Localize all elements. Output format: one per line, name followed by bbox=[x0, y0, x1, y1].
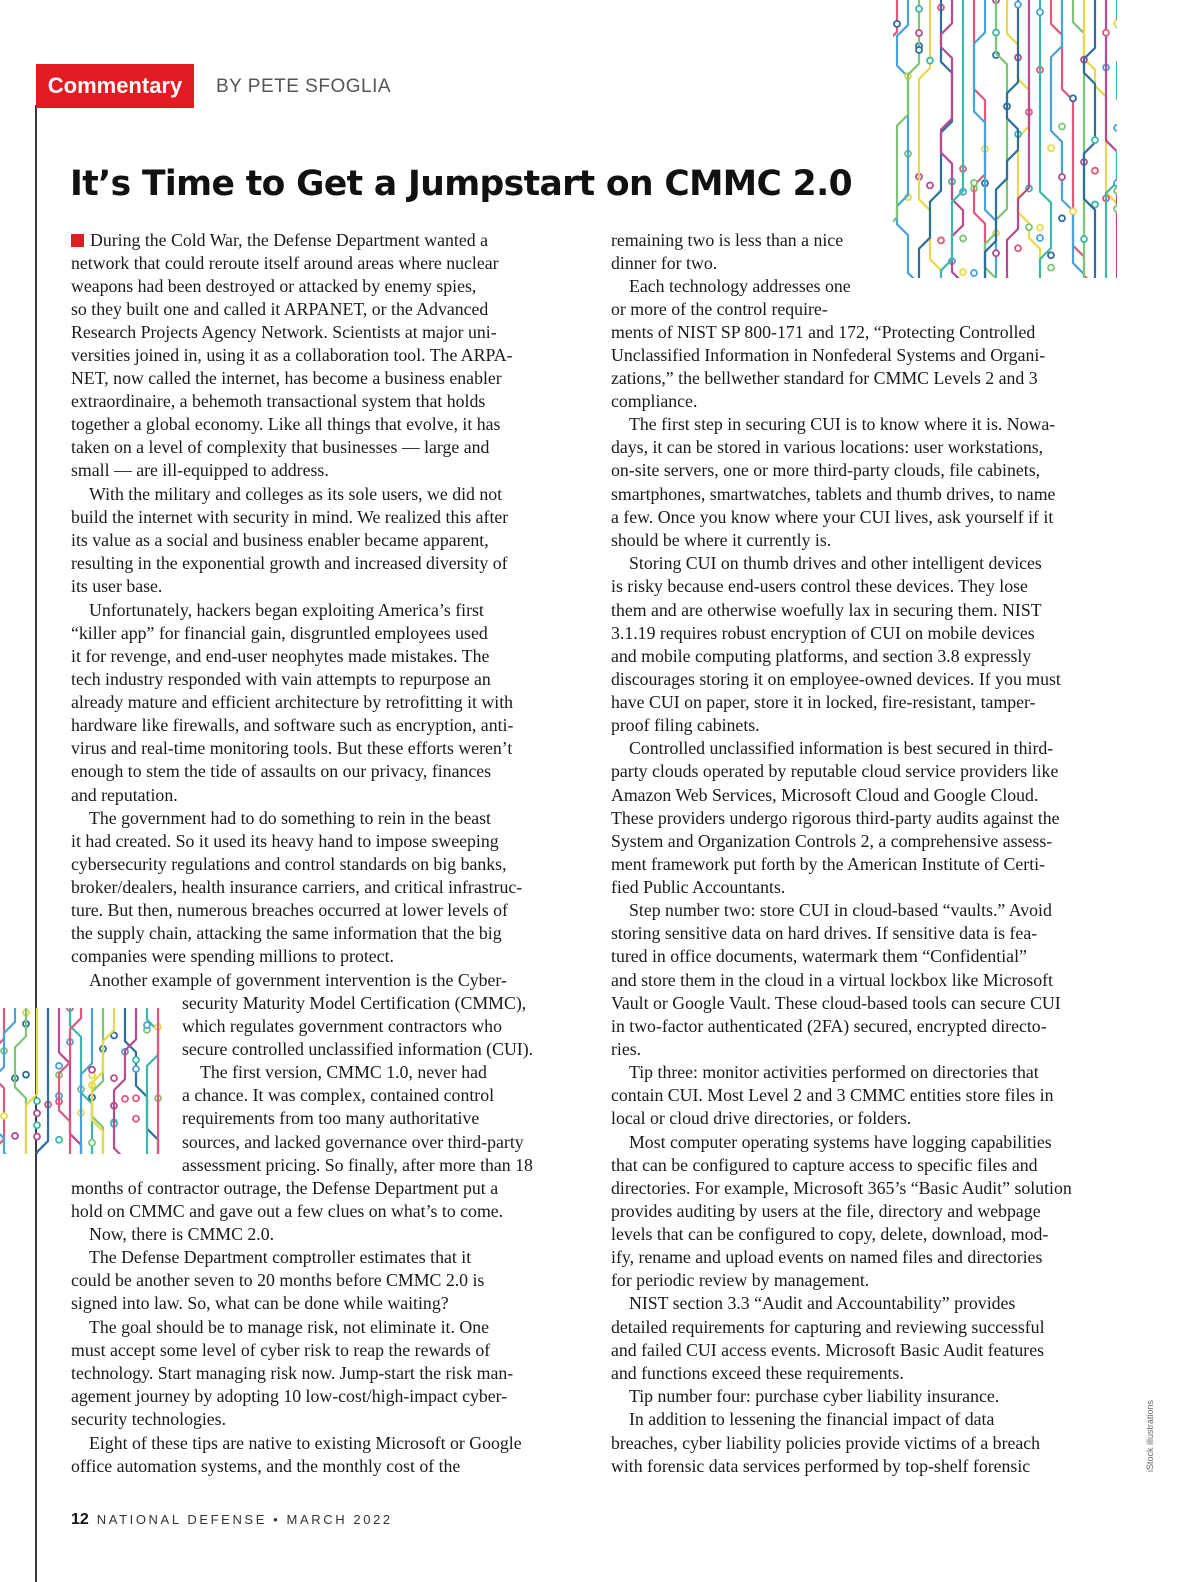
text-line: ries. bbox=[611, 1039, 642, 1059]
text-line: The goal should be to manage risk, not eliminate it. One bbox=[89, 1317, 489, 1337]
circuit-node bbox=[56, 1137, 62, 1143]
text-line: Storing CUI on thumb drives and other intelligent devices bbox=[629, 553, 1042, 573]
text-line: NET, now called the internet, has become a business enabler bbox=[71, 368, 502, 388]
text-line: technology. Start managing risk now. Jump-start the risk man- bbox=[71, 1363, 514, 1383]
text-line: taken on a level of complexity that businesses — large and bbox=[71, 437, 490, 457]
circuit-node bbox=[23, 1072, 29, 1078]
circuit-node bbox=[1015, 245, 1021, 251]
text-line: party clouds operated by reputable cloud service providers like bbox=[611, 761, 1059, 781]
text-line: its user base. bbox=[71, 576, 163, 596]
text-line: fied Public Accountants. bbox=[611, 877, 786, 897]
text-line: small — are ill-equipped to address. bbox=[71, 460, 329, 480]
circuit-node bbox=[971, 180, 977, 186]
text-line: security technologies. bbox=[71, 1409, 227, 1429]
text-line: breaches, cyber liability policies provide victims of a breach bbox=[611, 1433, 1041, 1453]
circuit-node bbox=[1081, 236, 1087, 242]
text-line: Eight of these tips are native to existing Microsoft or Google bbox=[89, 1433, 522, 1453]
text-line: Another example of government intervention is the Cyber- bbox=[89, 970, 507, 990]
text-line: should be where it currently is. bbox=[611, 530, 832, 550]
text-line: is risky because end-users control these devices. They lose bbox=[611, 576, 1028, 596]
circuit-trace bbox=[26, 1008, 37, 1154]
image-credit: iStock illustrations bbox=[1145, 1399, 1155, 1472]
circuit-node bbox=[12, 1133, 18, 1139]
circuit-trace bbox=[0, 1008, 4, 1154]
circuit-node bbox=[1048, 252, 1054, 258]
circuit-trace bbox=[1106, 0, 1117, 278]
circuit-board-illustration-small bbox=[0, 1008, 163, 1154]
text-line: Each technology addresses one bbox=[629, 276, 851, 296]
text-line: 3.1.19 requires robust encryption of CUI on mobile devices bbox=[611, 623, 1035, 643]
text-line: assessment pricing. So finally, after more than 18 bbox=[182, 1155, 533, 1175]
text-line: proof filing cabinets. bbox=[611, 715, 760, 735]
circuit-node bbox=[927, 58, 933, 64]
text-line: ture. But then, numerous breaches occurred at lower levels of bbox=[71, 900, 508, 920]
circuit-node bbox=[133, 1066, 139, 1072]
text-line: sources, and lacked governance over third-party bbox=[182, 1132, 524, 1152]
text-line: days, it can be stored in various locations: user workstations, bbox=[611, 437, 1044, 457]
circuit-node bbox=[1070, 208, 1076, 214]
text-line: on-site servers, one or more third-party clouds, file cabinets, bbox=[611, 460, 1041, 480]
circuit-node bbox=[1092, 137, 1098, 143]
text-line: local or cloud drive directories, or folders. bbox=[611, 1108, 912, 1128]
publication-name: NATIONAL DEFENSE • MARCH 2022 bbox=[96, 1512, 393, 1527]
circuit-node bbox=[916, 30, 922, 36]
circuit-node bbox=[34, 1110, 40, 1116]
left-margin-rule bbox=[35, 105, 37, 1582]
circuit-board-illustration bbox=[893, 0, 1117, 278]
text-line: remaining two is less than a nice bbox=[611, 230, 844, 250]
text-line: them and are otherwise woefully lax in securing them. NIST bbox=[611, 600, 1042, 620]
circuit-node bbox=[938, 237, 944, 243]
text-line: its value as a social and business enabler became apparent, bbox=[71, 530, 489, 550]
text-line: directories. For example, Microsoft 365’s “Basic Audit” solution bbox=[611, 1178, 1072, 1198]
text-line: Controlled unclassified information is best secured in third- bbox=[629, 738, 1054, 758]
text-line: already mature and efficient architecture by retrofitting it with bbox=[71, 692, 514, 712]
text-line: smartphones, smartwatches, tablets and thumb drives, to name bbox=[611, 484, 1056, 504]
circuit-trace bbox=[125, 1008, 158, 1154]
circuit-trace bbox=[1106, 0, 1117, 278]
circuit-node bbox=[1114, 125, 1117, 131]
text-line: Amazon Web Services, Microsoft Cloud and Google Cloud. bbox=[611, 785, 1039, 805]
text-line: office automation systems, and the monthly cost of the bbox=[71, 1456, 461, 1476]
circuit-node bbox=[133, 1116, 139, 1122]
circuit-node bbox=[1059, 174, 1065, 180]
text-line: tech industry responded with vain attempts to repurpose an bbox=[71, 669, 491, 689]
text-line: or more of the control require- bbox=[611, 299, 828, 319]
text-line: with forensic data services performed by top-shelf forensic bbox=[611, 1456, 1031, 1476]
circuit-node bbox=[34, 1098, 40, 1104]
circuit-node bbox=[1103, 30, 1109, 36]
text-line: System and Organization Controls 2, a comprehensive assess- bbox=[611, 831, 1053, 851]
text-line: contain CUI. Most Level 2 and 3 CMMC entities store files in bbox=[611, 1085, 1054, 1105]
article-title: It’s Time to Get a Jumpstart on CMMC 2.0 bbox=[70, 164, 852, 204]
text-line: for periodic review by management. bbox=[611, 1270, 870, 1290]
text-line: build the internet with security in mind. We realized this after bbox=[71, 507, 509, 527]
text-line: and functions exceed these requirements. bbox=[611, 1363, 904, 1383]
text-line: Now, there is CMMC 2.0. bbox=[89, 1224, 275, 1244]
text-line: tured in office documents, watermark them “Confidential” bbox=[611, 946, 1027, 966]
circuit-node bbox=[894, 21, 900, 27]
circuit-node bbox=[144, 1022, 150, 1028]
text-line: Unfortunately, hackers began exploiting America’s first bbox=[89, 600, 484, 620]
page-footer bbox=[71, 1511, 393, 1529]
circuit-trace bbox=[941, 0, 963, 278]
text-line: detailed requirements for capturing and reviewing successful bbox=[611, 1317, 1045, 1337]
circuit-node bbox=[89, 1140, 95, 1146]
text-line: versities joined in, using it as a collaboration tool. The ARPA- bbox=[71, 345, 513, 365]
circuit-trace bbox=[1051, 0, 1084, 278]
circuit-node bbox=[1037, 235, 1043, 241]
text-line: hardware like firewalls, and software such as encryption, anti- bbox=[71, 715, 514, 735]
text-line: secure controlled unclassified information (CUI). bbox=[182, 1039, 534, 1059]
section-tag: Commentary bbox=[36, 64, 194, 108]
circuit-node bbox=[89, 1067, 95, 1073]
circuit-node bbox=[133, 1057, 139, 1063]
text-line: weapons had been destroyed or attacked by enemy spies, bbox=[71, 276, 477, 296]
text-line: dinner for two. bbox=[611, 253, 718, 273]
circuit-node bbox=[56, 1063, 62, 1069]
text-line: and failed CUI access events. Microsoft Basic Audit features bbox=[611, 1340, 1045, 1360]
text-line: NIST section 3.3 “Audit and Accountability” provides bbox=[629, 1293, 1016, 1313]
text-line: The first step in securing CUI is to know where it is. Nowa- bbox=[629, 414, 1056, 434]
circuit-trace bbox=[1084, 0, 1117, 278]
text-line: and mobile computing platforms, and section 3.8 expressly bbox=[611, 646, 1032, 666]
text-line: Vault or Google Vault. These cloud-based tools can secure CUI bbox=[611, 993, 1061, 1013]
byline: BY PETE SFOGLIA bbox=[216, 76, 392, 97]
text-line: broker/dealers, health insurance carriers, and critical infrastruc- bbox=[71, 877, 523, 897]
circuit-node bbox=[1037, 225, 1043, 231]
circuit-node bbox=[1114, 20, 1117, 26]
text-line: ments of NIST SP 800-171 and 172, “Protecting Controlled bbox=[611, 322, 1036, 342]
text-line: which regulates government contractors who bbox=[182, 1016, 502, 1036]
text-line: together a global economy. Like all things that evolve, it has bbox=[71, 414, 501, 434]
text-line: Unclassified Information in Nonfederal Systems and Organi- bbox=[611, 345, 1046, 365]
page-number: 12 bbox=[71, 1511, 89, 1528]
text-line: could be another seven to 20 months before CMMC 2.0 is bbox=[71, 1270, 485, 1290]
circuit-node bbox=[1059, 124, 1065, 130]
text-line: it for revenge, and end-user neophytes made mistakes. The bbox=[71, 646, 490, 666]
text-line: security Maturity Model Certification (CMMC), bbox=[182, 993, 527, 1013]
text-line: virus and real-time monitoring tools. But these efforts weren’t bbox=[71, 738, 513, 758]
text-line: must accept some level of cyber risk to reap the rewards of bbox=[71, 1340, 491, 1360]
text-line: ify, rename and upload events on named files and directories bbox=[611, 1247, 1043, 1267]
text-line: that can be configured to capture access to specific files and bbox=[611, 1155, 1038, 1175]
text-line: the supply chain, attacking the same information that the big bbox=[71, 923, 502, 943]
text-line: enough to stem the tide of assaults on our privacy, finances bbox=[71, 761, 492, 781]
text-line: ment framework put forth by the American Institute of Certi- bbox=[611, 854, 1046, 874]
text-line: requirements from too many authoritative bbox=[182, 1108, 480, 1128]
circuit-node bbox=[993, 250, 999, 256]
text-line: During the Cold War, the Defense Department wanted a bbox=[71, 229, 488, 252]
circuit-node bbox=[1026, 224, 1032, 230]
circuit-node bbox=[960, 269, 966, 275]
text-line: storing sensitive data on hard drives. If sensitive data is fea- bbox=[611, 923, 1038, 943]
text-line: have CUI on paper, store it in locked, fire-resistant, tamper- bbox=[611, 692, 1036, 712]
circuit-node bbox=[960, 235, 966, 241]
text-line: Tip number four: purchase cyber liability insurance. bbox=[629, 1386, 1000, 1406]
text-line: In addition to lessening the financial impact of data bbox=[629, 1409, 995, 1429]
circuit-node bbox=[916, 6, 922, 12]
circuit-node bbox=[1114, 180, 1117, 186]
circuit-node bbox=[927, 182, 933, 188]
circuit-node bbox=[1, 1113, 7, 1119]
text-line: extraordinaire, a behemoth transactional system that holds bbox=[71, 391, 486, 411]
text-line: so they built one and called it ARPANET, or the Advanced bbox=[71, 299, 489, 319]
text-line: it had created. So it used its heavy hand to impose sweeping bbox=[71, 831, 499, 851]
circuit-node bbox=[34, 1122, 40, 1128]
text-line: The Defense Department comptroller estimates that it bbox=[89, 1247, 472, 1267]
text-line: network that could reroute itself around areas where nuclear bbox=[71, 253, 499, 273]
circuit-node bbox=[111, 1075, 117, 1081]
text-line: Step number two: store CUI in cloud-based “vaults.” Avoid bbox=[629, 900, 1052, 920]
text-line: zations,” the bellwether standard for CMMC Levels 2 and 3 bbox=[611, 368, 1038, 388]
text-line: agement journey by adopting 10 low-cost/high-impact cyber- bbox=[71, 1386, 508, 1406]
text-line: With the military and colleges as its sole users, we did not bbox=[89, 484, 503, 504]
text-line: months of contractor outrage, the Defense Department put a bbox=[71, 1178, 499, 1198]
text-line: cybersecurity regulations and control standards on big banks, bbox=[71, 854, 507, 874]
circuit-node bbox=[1059, 215, 1065, 221]
text-line: compliance. bbox=[611, 391, 698, 411]
circuit-node bbox=[971, 270, 977, 276]
circuit-node bbox=[122, 1096, 128, 1102]
circuit-node bbox=[993, 30, 999, 36]
circuit-node bbox=[1037, 9, 1043, 15]
circuit-node bbox=[1114, 206, 1117, 212]
text-line: The government had to do something to rein in the beast bbox=[89, 808, 491, 828]
text-line: Research Projects Agency Network. Scientists at major uni- bbox=[71, 322, 497, 342]
circuit-trace bbox=[897, 0, 930, 278]
text-line: signed into law. So, what can be done while waiting? bbox=[71, 1293, 449, 1313]
text-line: resulting in the exponential growth and increased diversity of bbox=[71, 553, 508, 573]
circuit-node bbox=[1048, 145, 1054, 151]
text-line: a few. Once you know where your CUI lives, ask yourself if it bbox=[611, 507, 1054, 527]
circuit-node bbox=[1092, 168, 1098, 174]
text-line: discourages storing it on employee-owned devices. If you must bbox=[611, 669, 1061, 689]
text-line: The first version, CMMC 1.0, never had bbox=[200, 1062, 487, 1082]
text-line: a chance. It was complex, contained control bbox=[182, 1085, 495, 1105]
circuit-trace bbox=[985, 0, 1018, 278]
text-line: and store them in the cloud in a virtual lockbox like Microsoft bbox=[611, 970, 1053, 990]
text-line: hold on CMMC and gave out a few clues on what’s to come. bbox=[71, 1201, 504, 1221]
text-line: in two-factor authenticated (2FA) secured, encrypted directo- bbox=[611, 1016, 1047, 1036]
circuit-node bbox=[1070, 95, 1076, 101]
text-line: companies were spending millions to protect. bbox=[71, 946, 394, 966]
text-line: provides auditing by users at the file, directory and webpage bbox=[611, 1201, 1041, 1221]
text-line: “killer app” for financial gain, disgruntled employees used bbox=[71, 623, 488, 643]
circuit-node bbox=[916, 47, 922, 53]
circuit-node bbox=[133, 1095, 139, 1101]
circuit-node bbox=[1015, 2, 1021, 8]
text-line: Most computer operating systems have logging capabilities bbox=[629, 1132, 1052, 1152]
circuit-node bbox=[34, 1134, 40, 1140]
text-line: and reputation. bbox=[71, 785, 178, 805]
start-marker-square bbox=[71, 234, 84, 247]
text-line: levels that can be configured to copy, delete, download, mod- bbox=[611, 1224, 1049, 1244]
text-line: Tip three: monitor activities performed on directories that bbox=[629, 1062, 1039, 1082]
circuit-node bbox=[1114, 188, 1117, 194]
text-line: These providers undergo rigorous third-party audits against the bbox=[611, 808, 1060, 828]
circuit-node bbox=[1048, 265, 1054, 271]
